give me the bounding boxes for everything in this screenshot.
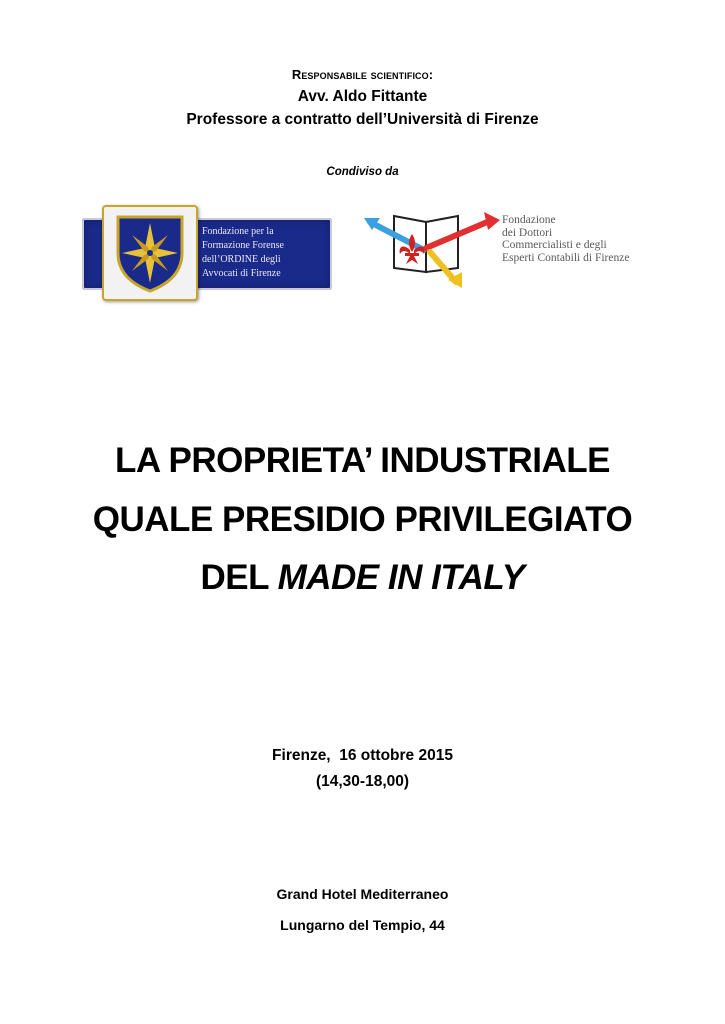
- logo-right-text: Fondazione dei Dottori Commercialisti e degli Esperti Contabili di Firenze: [502, 214, 630, 264]
- event-address: Lungarno del Tempio, 44: [280, 917, 445, 933]
- title-line-2: QUALE PRESIDIO PRIVILEGIATO: [92, 500, 633, 539]
- event-time: (14,30-18,00): [315, 773, 410, 790]
- speaker-position: Professore a contratto dell’Università di Firenze: [186, 111, 539, 128]
- logo-left-text: Fondazione per la Formazione Forense dell’ORDINE degli Avvocati di Firenze: [202, 226, 284, 279]
- fondazione-formazione-forense-logo: [82, 205, 332, 297]
- book-arrows-lily-icon: [364, 208, 500, 290]
- shared-by-label: Condiviso da: [326, 166, 399, 178]
- title-line-3: [0, 558, 725, 598]
- event-date: Firenze, 16 ottobre 2015: [272, 747, 453, 764]
- compass-star-emblem-icon: [102, 205, 198, 301]
- responsabile-label: Responsabile scientifico:: [291, 67, 434, 82]
- event-venue: Grand Hotel Mediterraneo: [276, 886, 449, 902]
- title-line-1: LA PROPRIETA’ INDUSTRIALE: [114, 441, 611, 480]
- speaker-name: Avv. Aldo Fittante: [297, 88, 428, 105]
- title-line-3-italic: MADE IN ITALY: [277, 558, 525, 597]
- title-line-3-prefix: DEL: [200, 558, 269, 597]
- fondazione-dottori-commercialisti-logo: [364, 208, 654, 290]
